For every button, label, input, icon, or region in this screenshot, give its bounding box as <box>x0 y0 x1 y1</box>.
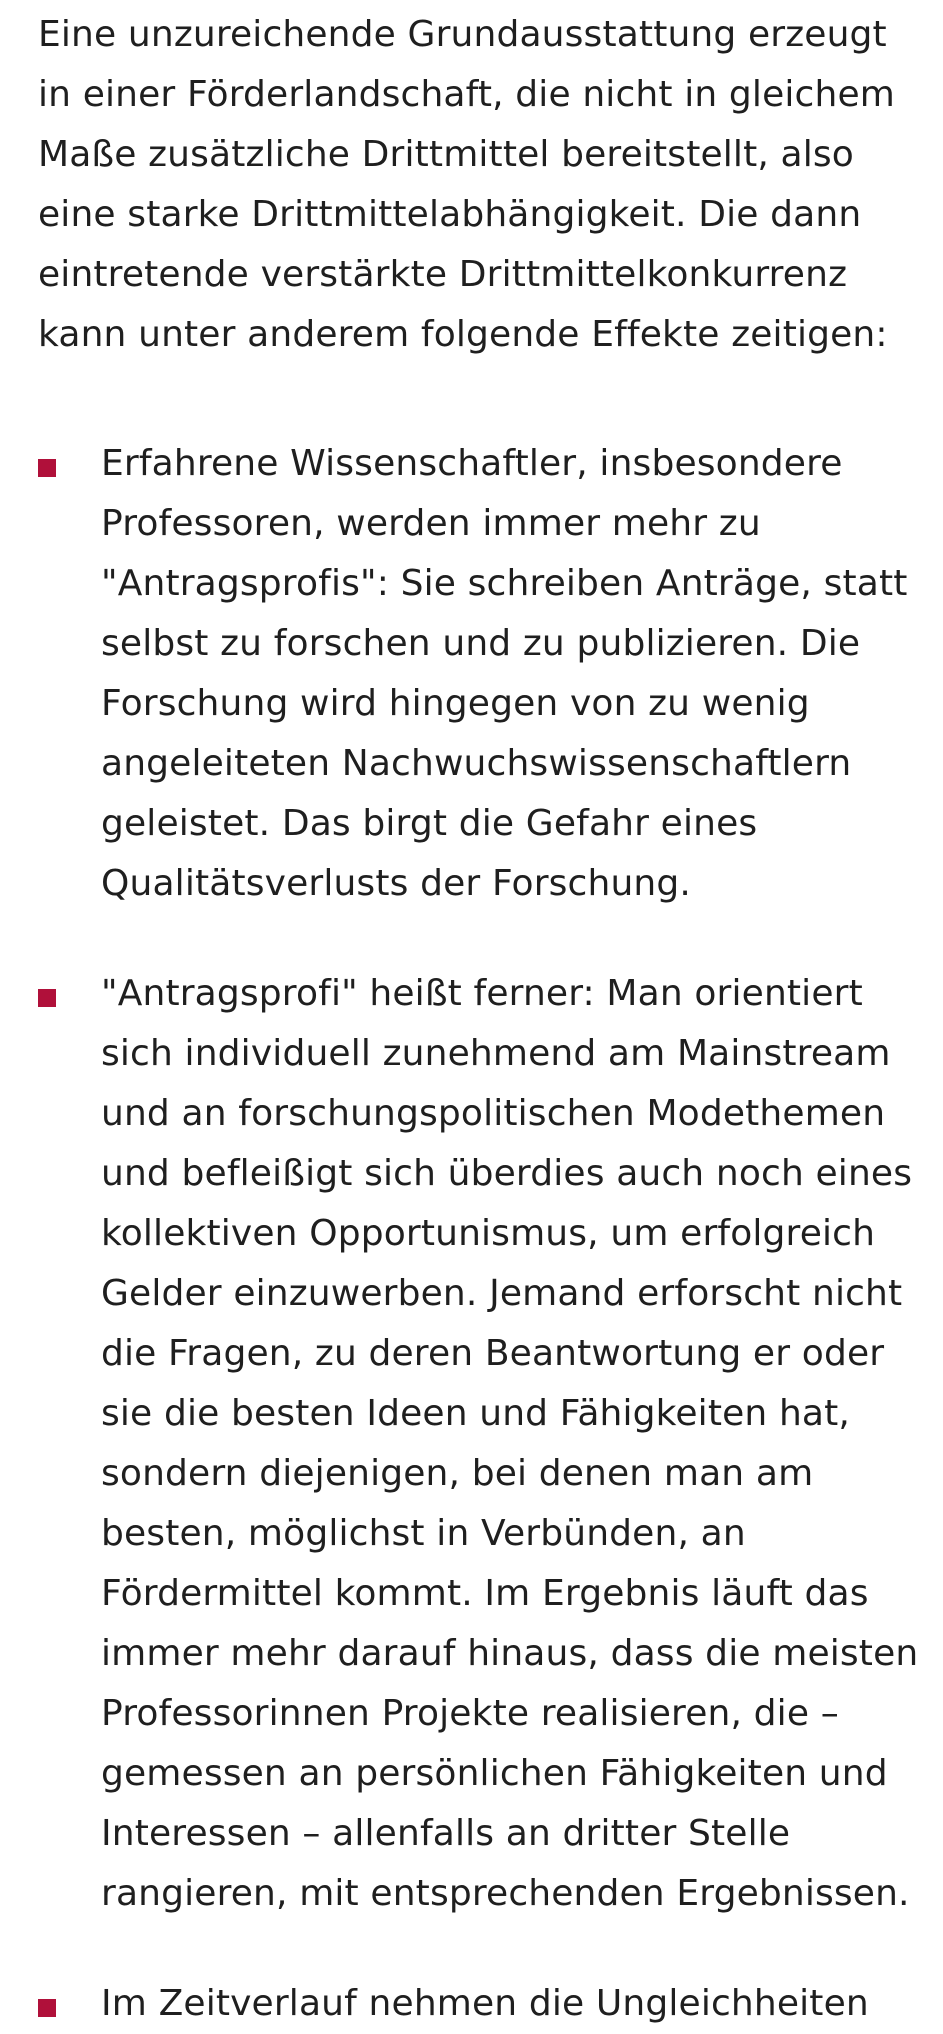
bullet-text: Erfahrene Wissenschaftler, insbesondere Professoren, werden immer mehr zu "Antragsprofis": Sie schreiben Anträge, statt selbst zu forschen und zu publizieren. Die Forschung wird hingegen von zu wenig angeleiteten Nachwuchswissenschaftlern geleistet. Das birgt die Gefahr eines Qualitätsverlusts der Forschung. <box>101 443 908 904</box>
bullet-item <box>0 434 921 914</box>
square-bullet-icon <box>38 459 56 477</box>
square-bullet-icon <box>38 989 56 1007</box>
bullet-item <box>0 1974 921 2034</box>
bullet-text: "Antragsprofi" heißt ferner: Man orientiert sich individuell zunehmend am Mainstream und an forschungspolitischen Modethemen und befleißigt sich überdies auch noch eines kollektiven Opportunismus, um erfolgreich Gelder einzuwerben. Jemand erforscht nicht die Fragen, zu deren Beantwortung er oder sie die besten Ideen und Fähigkeiten hat, sondern diejenigen, bei denen man am besten, möglichst in Verbünden, an Fördermittel kommt. Im Ergebnis läuft das immer mehr darauf hinaus, dass die meisten Professorinnen Projekte realisieren, die – gemessen an persönlichen Fähigkeiten und Interessen – allenfalls an dritter Stelle rangieren, mit entsprechenden Ergebnissen. <box>101 973 919 1914</box>
effects-bullet-list <box>0 434 943 2034</box>
intro-paragraph: Eine unzureichende Grundausstattung erzeugt in einer Förderlandschaft, die nicht in gleichem Maße zusätzliche Drittmittel bereitstellt, also eine starke Drittmittelabhängigkeit. Die dann eintretende verstärkte Drittmittelkonkurrenz kann unter anderem folgende Effekte zeitigen: <box>38 14 895 355</box>
square-bullet-icon <box>38 1999 56 2017</box>
bullet-item <box>0 964 921 1924</box>
bullet-text: Im Zeitverlauf nehmen die Ungleichheiten <box>101 1983 869 2024</box>
